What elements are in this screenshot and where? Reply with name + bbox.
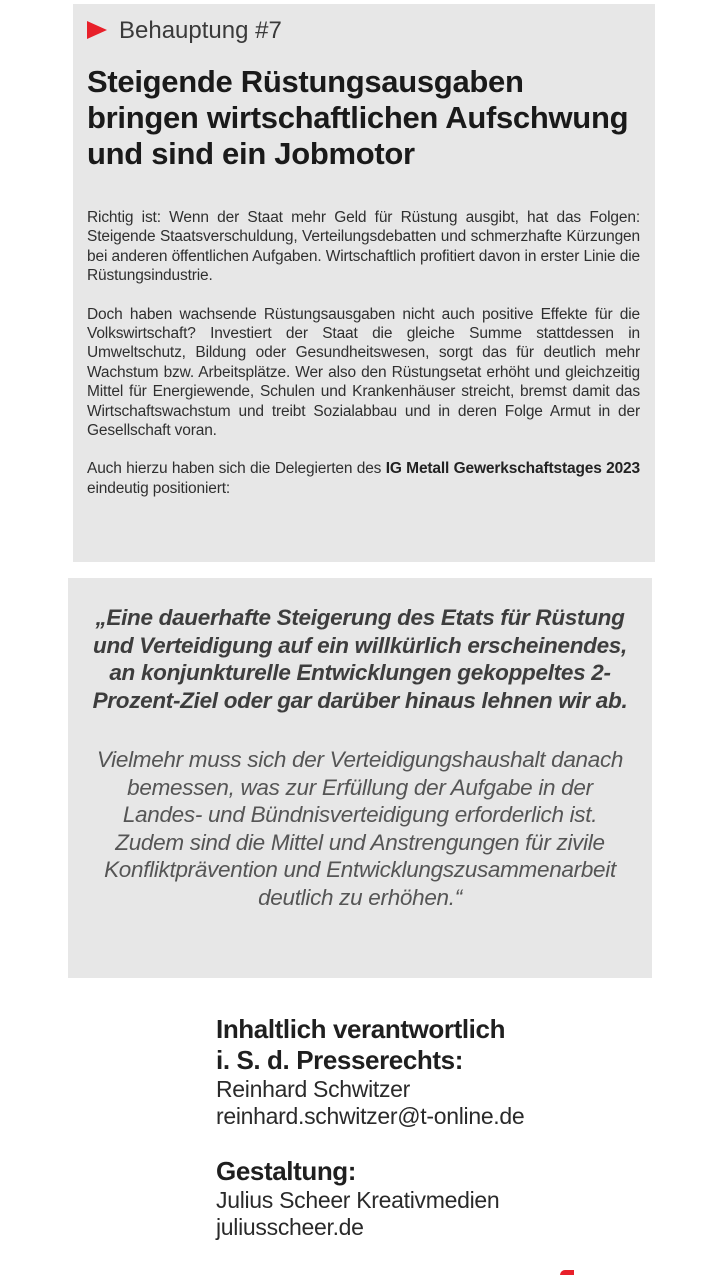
responsible-name: Reinhard Schwitzer xyxy=(216,1076,411,1102)
claim-paragraph-3 xyxy=(87,459,640,498)
claim-label-text: Behauptung #7 xyxy=(119,17,282,44)
paragraph-3-intro: Auch hierzu haben sich die Delegierten des xyxy=(87,460,386,478)
paragraph-3-emphasis: IG Metall Gewerkschaftstages 2023 xyxy=(385,460,641,478)
responsible-email: reinhard.schwitzer@t-online.de xyxy=(216,1103,525,1129)
design-heading: Gestaltung: xyxy=(216,1156,357,1186)
responsible-heading-line-2: i. S. d. Presserechts: xyxy=(216,1045,463,1075)
claim-paragraph-1: Richtig ist: Wenn der Staat mehr Geld für Rüstung ausgibt, hat das Folgen: Steigende Staatsverschuldung, Verteilungsdebatten und schmerzhafte Kürzungen bei anderen öffentlichen Aufgaben. Wirtschaftlich profitiert davon in erster Linie die Rüstungsindustrie. xyxy=(87,209,640,285)
claim-title: Steigende Rüstungsausgaben bringen wirtschaftlichen Aufschwung und sind ein Jobmotor xyxy=(87,64,629,171)
paragraph-3-outro: eindeutig positioniert: xyxy=(87,479,231,497)
design-name: Julius Scheer Kreativmedien xyxy=(216,1187,500,1213)
quote-box xyxy=(68,578,652,978)
design-website: juliusscheer.de xyxy=(216,1214,364,1240)
claim-box xyxy=(73,4,655,562)
quote-bold-text: „Eine dauerhafte Steigerung des Etats für Rüstung und Verteidigung auf ein willkürlich erscheinendes, an konjunkturelle Entwicklungen gekoppeltes 2-Prozent-Ziel oder gar darüber hinaus lehnen wir ab. xyxy=(92,605,628,713)
claim-label xyxy=(87,16,640,46)
imprint xyxy=(216,1014,636,1241)
responsible-heading-line-1: Inhaltlich verantwortlich xyxy=(216,1014,506,1044)
play-arrow-icon xyxy=(87,21,107,39)
red-corner-mark xyxy=(560,1270,574,1275)
claim-paragraph-2: Doch haben wachsende Rüstungsausgaben nicht auch positive Effekte für die Volkswirtschaft? Investiert der Staat die gleiche Summe stattdessen in Umweltschutz, Bildung oder Gesundheitswesen, sorgt das für deutlich mehr Wachstum bzw. Arbeitsplätze. Wer also den Rüstungsetat erhöht und gleichzeitig Mittel für Energiewende, Schulen und Krankenhäuser streicht, bremst damit das Wirtschaftswachstum und treibt Sozialabbau und in deren Folge Armut in der Gesellschaft voran. xyxy=(87,305,640,440)
quote-italic-text: Vielmehr muss sich der Verteidigungshaushalt danach bemessen, was zur Erfüllung der Aufgabe in der Landes- und Bündnisverteidigung erforderlich ist. Zudem sind die Mittel und Anstrengungen für zivile Konfliktprävention und Entwicklungszusammenarbeit deutlich zu erhöhen.“ xyxy=(96,747,624,910)
